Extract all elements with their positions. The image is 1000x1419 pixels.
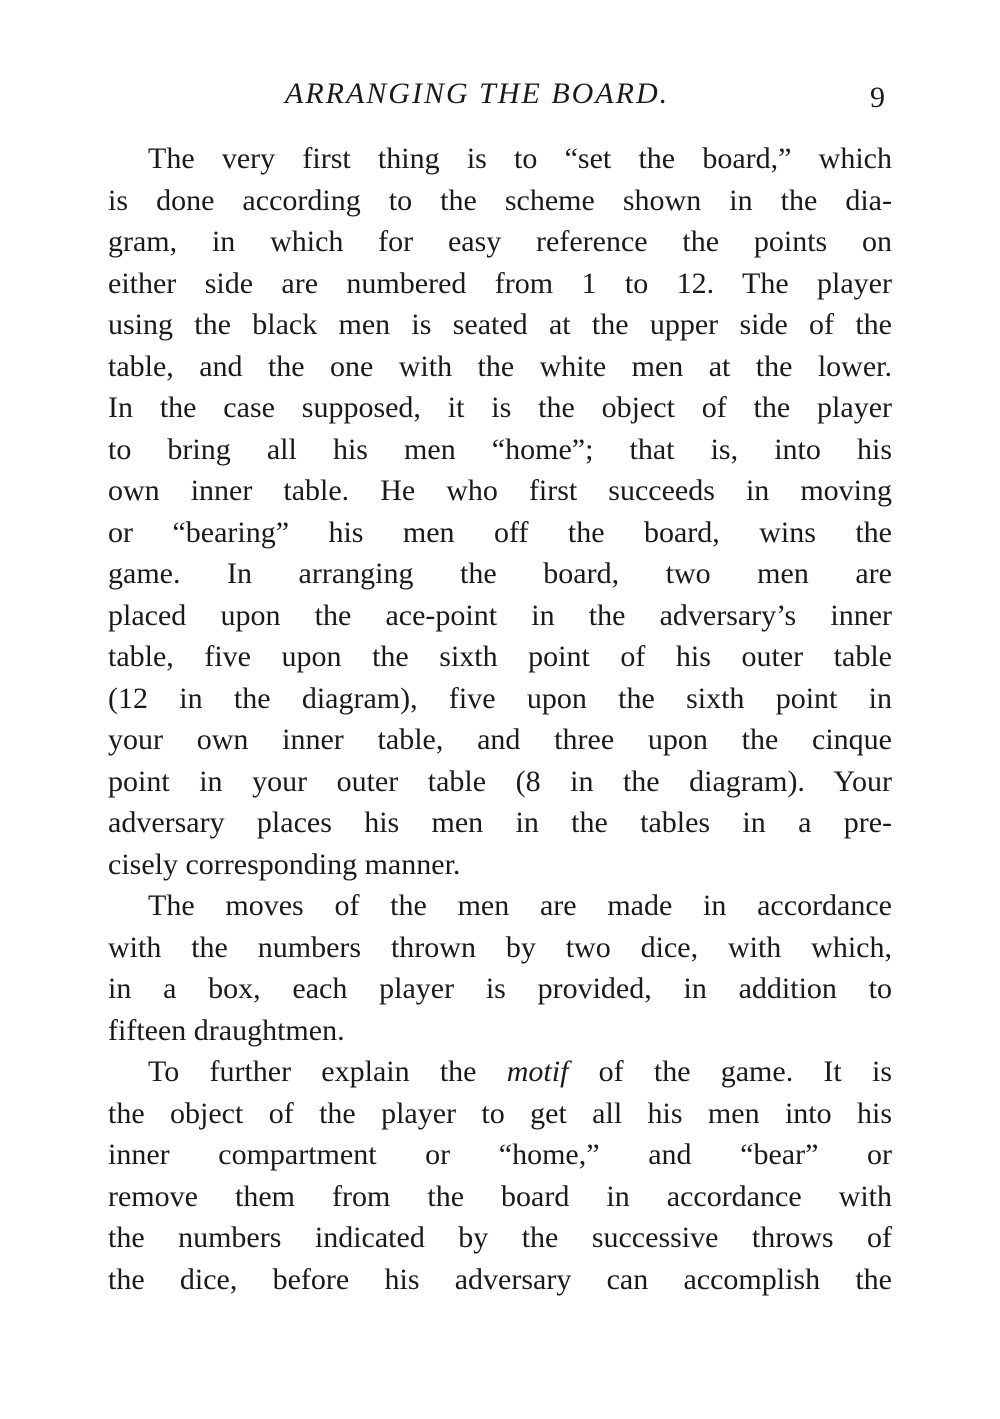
paragraph-3-line-5: the numbers indicated by the successive throws of — [108, 1221, 892, 1254]
paragraph-1-line-14: (12 in the diagram), five upon the sixth point in — [108, 681, 892, 715]
paragraph-1-line-2: is done according to the scheme shown in the dia- — [108, 183, 892, 217]
paragraph-3-line-1 — [108, 1051, 892, 1093]
paragraph-1-line-13: table, five upon the sixth point of his outer table — [108, 640, 892, 673]
paragraph-1-line-4: either side are numbered from 1 to 12. The player — [108, 266, 892, 300]
paragraph-1-line-1: The very first thing is to “set the board,” which — [148, 142, 892, 175]
paragraph-3-line-6: the dice, before his adversary can accomplish the — [108, 1262, 892, 1296]
paragraph-1-line-18: cisely corresponding manner. — [108, 847, 461, 881]
paragraph-1-line-17: adversary places his men in the tables in a pre- — [108, 806, 892, 839]
paragraph-1-line-8: to bring all his men “home”; that is, into his — [108, 432, 892, 466]
paragraph-1-line-16: point in your outer table (8 in the diagram). Your — [108, 764, 892, 798]
paragraph-2-line-3: in a box, each player is provided, in addition to — [108, 972, 892, 1005]
page-number: 9 — [870, 81, 885, 114]
paragraph-1-line-10: or “bearing” his men off the board, wins the — [108, 515, 892, 549]
paragraph-3-prefix: To further explain the — [148, 1055, 477, 1088]
paragraph-3-line-4: remove them from the board in accordance with — [108, 1179, 892, 1213]
paragraph-3-italic-term: motif — [506, 1055, 569, 1088]
running-head — [0, 72, 1000, 116]
body-text — [108, 138, 892, 1300]
paragraph-1-line-3: gram, in which for easy reference the points on — [108, 225, 892, 258]
paragraph-1-line-9: own inner table. He who first succeeds in moving — [108, 474, 892, 507]
paragraph-3-line-3: inner compartment or “home,” and “bear” or — [108, 1138, 892, 1171]
paragraph-2-line-1: The moves of the men are made in accordance — [148, 889, 892, 922]
paragraph-3-line-1-rest: of the game. It is — [598, 1055, 892, 1088]
paragraph-2-line-4: fifteen draughtmen. — [108, 1013, 345, 1047]
paragraph-1-line-5: using the black men is seated at the upper side of the — [108, 308, 892, 341]
paragraph-1-line-11: game. In arranging the board, two men are — [108, 557, 892, 590]
paragraph-1-line-15: your own inner table, and three upon the cinque — [108, 723, 892, 756]
paragraph-3-line-2: the object of the player to get all his men into his — [108, 1096, 892, 1130]
paragraph-1-line-12: placed upon the ace-point in the adversary’s inner — [108, 598, 892, 632]
paragraph-1-line-7: In the case supposed, it is the object of the player — [108, 391, 892, 424]
paragraph-2-line-2: with the numbers thrown by two dice, with which, — [108, 930, 892, 964]
running-title: ARRANGING THE BOARD. — [285, 77, 670, 110]
paragraph-1-line-6: table, and the one with the white men at the lower. — [108, 349, 892, 383]
